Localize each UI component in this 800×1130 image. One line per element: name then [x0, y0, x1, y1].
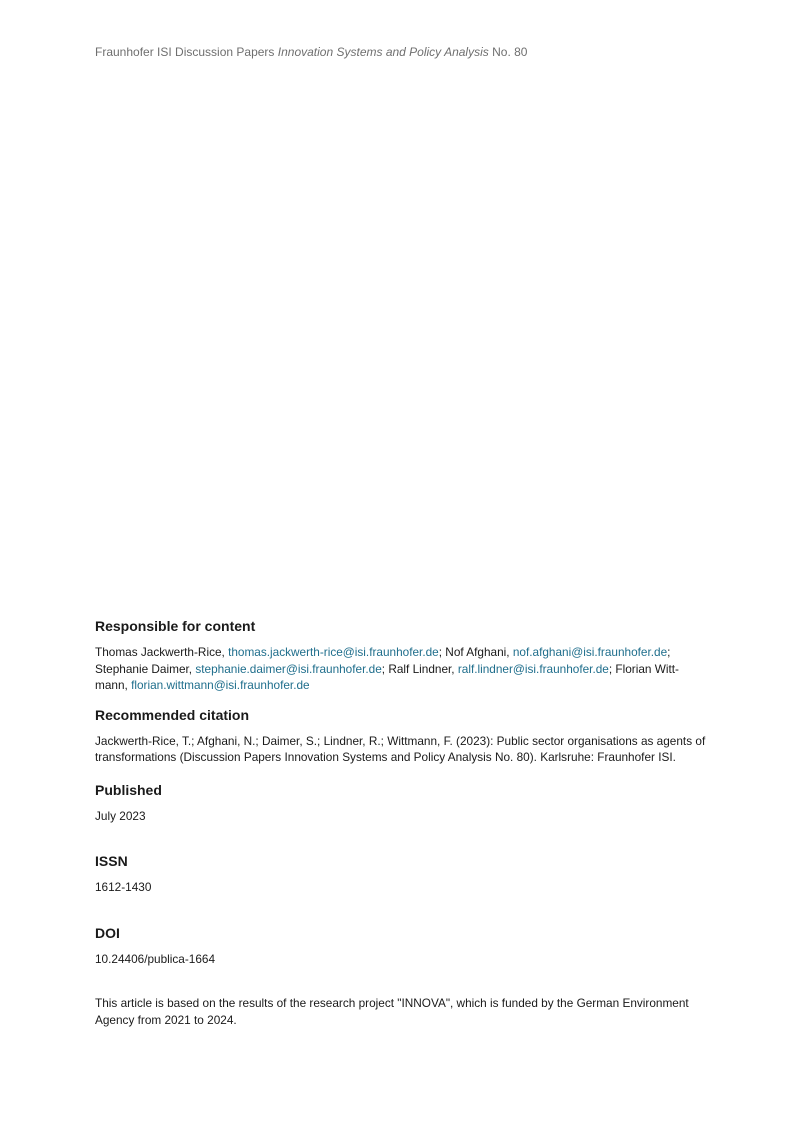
author-email-link[interactable]: stephanie.daimer@isi.fraunhofer.de	[195, 661, 382, 676]
author-email-link[interactable]: florian.wittmann@isi.fraunhofer.de	[131, 678, 310, 692]
author-email-link[interactable]: nof.afghani@isi.fraunhofer.de	[512, 645, 668, 659]
header-series: Innovation Systems and Policy Analysis	[277, 45, 489, 59]
author-email-link[interactable]: ralf.lindner@isi.fraunhofer.de	[457, 661, 609, 676]
funding-block	[95, 995, 707, 1028]
responsible-block	[95, 617, 707, 694]
author-name: Ralf Lindner,	[388, 661, 458, 676]
responsible-heading: Responsible for content	[95, 618, 256, 634]
running-header	[95, 45, 527, 59]
published-date: July 2023	[95, 808, 146, 823]
author-name: Thomas Jackwerth-Rice,	[95, 645, 229, 659]
author-separator: ;	[667, 645, 671, 659]
doi-block	[95, 924, 707, 968]
responsible-authors	[95, 644, 707, 694]
author-email-link[interactable]: thomas.jackwerth-rice@isi.fraunhofer.de	[228, 645, 439, 659]
doi-heading: DOI	[95, 924, 120, 941]
citation-heading: Recommended citation	[95, 706, 250, 723]
published-heading: Published	[95, 781, 162, 798]
author-separator: ;	[381, 661, 389, 676]
issn-heading: ISSN	[95, 853, 128, 869]
issn-value: 1612-1430	[95, 880, 152, 894]
issn-block	[95, 852, 707, 896]
imprint-section	[95, 617, 707, 1028]
doi-value: 10.24406/publica-1664	[95, 951, 216, 966]
author-separator: ;	[608, 661, 616, 676]
author-name: Stephanie Daimer,	[95, 661, 196, 676]
author-separator: ;	[438, 645, 446, 659]
published-block	[95, 781, 707, 825]
citation-block	[95, 706, 707, 766]
header-number: No. 80	[492, 45, 528, 59]
funding-note: This article is based on the results of the research project "INNOVA", which is funded by the German Environment Agency from 2021 to 2024.	[95, 996, 689, 1027]
author-name: Nof Afghani,	[445, 645, 513, 659]
author-name: Florian Witt-mann,	[95, 661, 679, 692]
header-prefix: Fraunhofer ISI Discussion Papers	[95, 45, 275, 59]
citation-text: Jackwerth-Rice, T.; Afghani, N.; Daimer, S.; Lindner, R.; Wittmann, F. (2023): Public sector organisations as agents of transformations (Discussion Papers Innovation Systems and Policy Analysis No. 80). Karlsruhe: Fraunhofer ISI.	[95, 733, 706, 764]
